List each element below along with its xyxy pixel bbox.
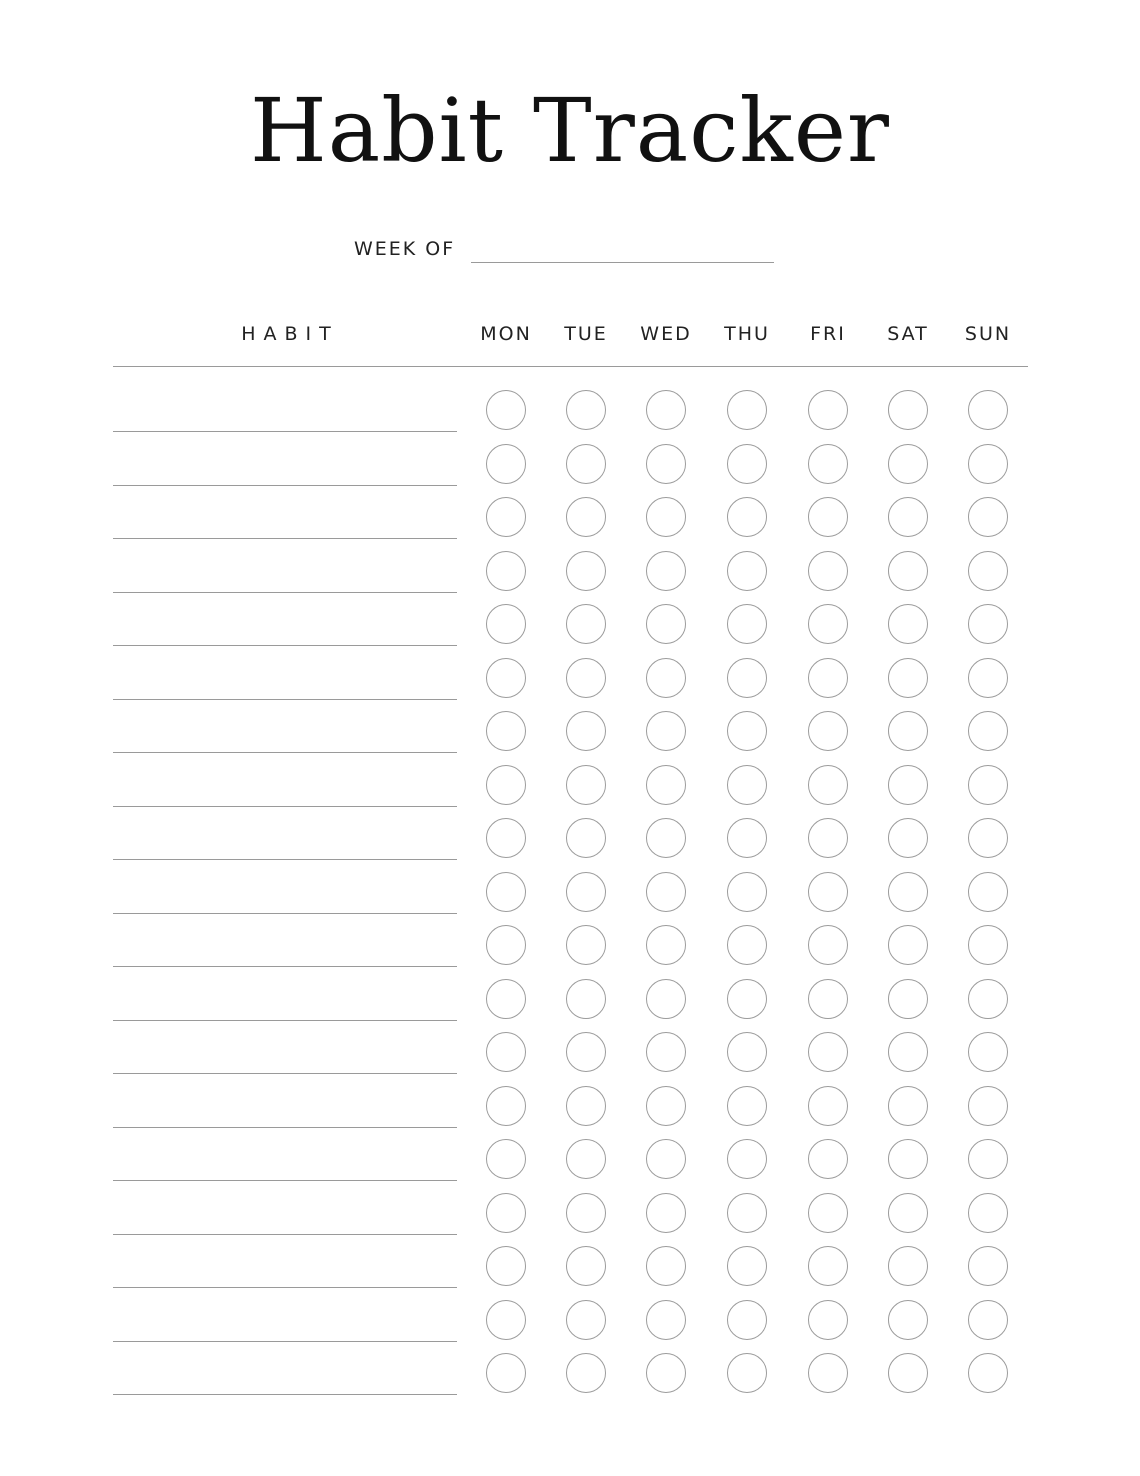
habit-name-field[interactable] xyxy=(113,1073,457,1074)
habit-name-field[interactable] xyxy=(113,645,457,646)
habit-name-field[interactable] xyxy=(113,1287,457,1288)
checkbox-fri[interactable] xyxy=(808,604,848,644)
checkbox-fri[interactable] xyxy=(808,1246,848,1286)
habit-name-field[interactable] xyxy=(113,1394,457,1395)
checkbox-tue[interactable] xyxy=(566,551,606,591)
checkbox-thu[interactable] xyxy=(727,1139,767,1179)
checkbox-tue[interactable] xyxy=(566,872,606,912)
checkbox-mon[interactable] xyxy=(486,1246,526,1286)
checkbox-sun[interactable] xyxy=(968,711,1008,751)
checkbox-sat[interactable] xyxy=(888,1086,928,1126)
checkbox-fri[interactable] xyxy=(808,551,848,591)
day-header-tue: TUE xyxy=(564,323,608,345)
checkbox-thu[interactable] xyxy=(727,765,767,805)
checkbox-wed[interactable] xyxy=(646,925,686,965)
day-header-thu: THU xyxy=(724,323,770,345)
checkbox-fri[interactable] xyxy=(808,1353,848,1393)
checkbox-wed[interactable] xyxy=(646,711,686,751)
checkbox-sun[interactable] xyxy=(968,818,1008,858)
checkbox-sat[interactable] xyxy=(888,444,928,484)
checkbox-sat[interactable] xyxy=(888,551,928,591)
checkbox-sat[interactable] xyxy=(888,658,928,698)
habit-name-field[interactable] xyxy=(113,1180,457,1181)
habit-name-field[interactable] xyxy=(113,806,457,807)
checkbox-tue[interactable] xyxy=(566,818,606,858)
checkbox-thu[interactable] xyxy=(727,1300,767,1340)
day-header-mon: MON xyxy=(480,323,532,345)
checkbox-tue[interactable] xyxy=(566,604,606,644)
habit-name-field[interactable] xyxy=(113,859,457,860)
checkbox-mon[interactable] xyxy=(486,765,526,805)
checkbox-thu[interactable] xyxy=(727,711,767,751)
checkbox-sun[interactable] xyxy=(968,1353,1008,1393)
checkbox-mon[interactable] xyxy=(486,390,526,430)
checkbox-tue[interactable] xyxy=(566,1032,606,1072)
checkbox-thu[interactable] xyxy=(727,658,767,698)
page-title: Habit Tracker xyxy=(250,79,890,182)
checkbox-sun[interactable] xyxy=(968,551,1008,591)
checkbox-mon[interactable] xyxy=(486,497,526,537)
checkbox-sun[interactable] xyxy=(968,1193,1008,1233)
checkbox-sat[interactable] xyxy=(888,604,928,644)
checkbox-wed[interactable] xyxy=(646,1300,686,1340)
checkbox-sat[interactable] xyxy=(888,818,928,858)
checkbox-fri[interactable] xyxy=(808,711,848,751)
checkbox-fri[interactable] xyxy=(808,818,848,858)
habit-name-field[interactable] xyxy=(113,485,457,486)
checkbox-thu[interactable] xyxy=(727,551,767,591)
checkbox-mon[interactable] xyxy=(486,1032,526,1072)
checkbox-tue[interactable] xyxy=(566,1300,606,1340)
habit-name-field[interactable] xyxy=(113,1020,457,1021)
checkbox-mon[interactable] xyxy=(486,1193,526,1233)
checkbox-fri[interactable] xyxy=(808,444,848,484)
checkbox-thu[interactable] xyxy=(727,444,767,484)
habit-name-field[interactable] xyxy=(113,1234,457,1235)
checkbox-sun[interactable] xyxy=(968,872,1008,912)
habit-name-field[interactable] xyxy=(113,1127,457,1128)
checkbox-fri[interactable] xyxy=(808,1139,848,1179)
week-of-field[interactable] xyxy=(471,262,774,263)
checkbox-wed[interactable] xyxy=(646,658,686,698)
checkbox-thu[interactable] xyxy=(727,925,767,965)
checkbox-wed[interactable] xyxy=(646,1193,686,1233)
checkbox-tue[interactable] xyxy=(566,1193,606,1233)
checkbox-mon[interactable] xyxy=(486,818,526,858)
checkbox-mon[interactable] xyxy=(486,711,526,751)
checkbox-sun[interactable] xyxy=(968,497,1008,537)
week-of-label: WEEK OF xyxy=(354,238,456,260)
checkbox-sat[interactable] xyxy=(888,1353,928,1393)
checkbox-sun[interactable] xyxy=(968,1139,1008,1179)
day-header-sat: SAT xyxy=(887,323,929,345)
checkbox-mon[interactable] xyxy=(486,925,526,965)
checkbox-tue[interactable] xyxy=(566,497,606,537)
habit-name-field[interactable] xyxy=(113,1341,457,1342)
checkbox-tue[interactable] xyxy=(566,1086,606,1126)
checkbox-sat[interactable] xyxy=(888,765,928,805)
day-header-fri: FRI xyxy=(810,323,846,345)
checkbox-sun[interactable] xyxy=(968,925,1008,965)
checkbox-fri[interactable] xyxy=(808,979,848,1019)
checkbox-fri[interactable] xyxy=(808,872,848,912)
checkbox-sun[interactable] xyxy=(968,1086,1008,1126)
checkbox-wed[interactable] xyxy=(646,390,686,430)
checkbox-wed[interactable] xyxy=(646,444,686,484)
checkbox-thu[interactable] xyxy=(727,1032,767,1072)
checkbox-thu[interactable] xyxy=(727,497,767,537)
habit-column-header: HABIT xyxy=(241,323,339,345)
checkbox-tue[interactable] xyxy=(566,390,606,430)
checkbox-fri[interactable] xyxy=(808,925,848,965)
checkbox-tue[interactable] xyxy=(566,711,606,751)
checkbox-mon[interactable] xyxy=(486,1300,526,1340)
checkbox-sat[interactable] xyxy=(888,872,928,912)
checkbox-wed[interactable] xyxy=(646,872,686,912)
checkbox-sun[interactable] xyxy=(968,444,1008,484)
day-header-wed: WED xyxy=(640,323,692,345)
checkbox-thu[interactable] xyxy=(727,1353,767,1393)
habit-name-field[interactable] xyxy=(113,538,457,539)
checkbox-thu[interactable] xyxy=(727,604,767,644)
habit-name-field[interactable] xyxy=(113,431,457,432)
checkbox-fri[interactable] xyxy=(808,658,848,698)
checkbox-sat[interactable] xyxy=(888,1300,928,1340)
checkbox-tue[interactable] xyxy=(566,765,606,805)
checkbox-wed[interactable] xyxy=(646,604,686,644)
checkbox-tue[interactable] xyxy=(566,1353,606,1393)
checkbox-wed[interactable] xyxy=(646,1086,686,1126)
header-divider xyxy=(113,366,1028,367)
checkbox-tue[interactable] xyxy=(566,925,606,965)
checkbox-tue[interactable] xyxy=(566,1139,606,1179)
checkbox-thu[interactable] xyxy=(727,979,767,1019)
checkbox-sun[interactable] xyxy=(968,1032,1008,1072)
checkbox-thu[interactable] xyxy=(727,390,767,430)
checkbox-wed[interactable] xyxy=(646,551,686,591)
checkbox-mon[interactable] xyxy=(486,551,526,591)
checkbox-sat[interactable] xyxy=(888,711,928,751)
checkbox-mon[interactable] xyxy=(486,1086,526,1126)
checkbox-sat[interactable] xyxy=(888,925,928,965)
checkbox-wed[interactable] xyxy=(646,1032,686,1072)
checkbox-tue[interactable] xyxy=(566,658,606,698)
checkbox-sun[interactable] xyxy=(968,1300,1008,1340)
checkbox-fri[interactable] xyxy=(808,1300,848,1340)
checkbox-thu[interactable] xyxy=(727,1086,767,1126)
checkbox-fri[interactable] xyxy=(808,1086,848,1126)
checkbox-sat[interactable] xyxy=(888,497,928,537)
checkbox-sun[interactable] xyxy=(968,1246,1008,1286)
habit-name-field[interactable] xyxy=(113,966,457,967)
checkbox-mon[interactable] xyxy=(486,1353,526,1393)
checkbox-thu[interactable] xyxy=(727,1246,767,1286)
checkbox-tue[interactable] xyxy=(566,444,606,484)
checkbox-fri[interactable] xyxy=(808,1193,848,1233)
checkbox-sat[interactable] xyxy=(888,1193,928,1233)
habit-name-field[interactable] xyxy=(113,913,457,914)
day-header-sun: SUN xyxy=(964,323,1012,345)
checkbox-sat[interactable] xyxy=(888,1139,928,1179)
checkbox-fri[interactable] xyxy=(808,1032,848,1072)
checkbox-wed[interactable] xyxy=(646,1353,686,1393)
checkbox-mon[interactable] xyxy=(486,604,526,644)
checkbox-sun[interactable] xyxy=(968,604,1008,644)
checkbox-mon[interactable] xyxy=(486,872,526,912)
checkbox-fri[interactable] xyxy=(808,390,848,430)
checkbox-tue[interactable] xyxy=(566,979,606,1019)
checkbox-fri[interactable] xyxy=(808,765,848,805)
checkbox-thu[interactable] xyxy=(727,872,767,912)
checkbox-mon[interactable] xyxy=(486,658,526,698)
checkbox-wed[interactable] xyxy=(646,1246,686,1286)
checkbox-fri[interactable] xyxy=(808,497,848,537)
checkbox-sun[interactable] xyxy=(968,765,1008,805)
checkbox-thu[interactable] xyxy=(727,1193,767,1233)
checkbox-sun[interactable] xyxy=(968,658,1008,698)
checkbox-sat[interactable] xyxy=(888,1032,928,1072)
habit-name-field[interactable] xyxy=(113,592,457,593)
checkbox-wed[interactable] xyxy=(646,979,686,1019)
checkbox-mon[interactable] xyxy=(486,444,526,484)
checkbox-thu[interactable] xyxy=(727,818,767,858)
checkbox-wed[interactable] xyxy=(646,818,686,858)
checkbox-wed[interactable] xyxy=(646,1139,686,1179)
checkbox-mon[interactable] xyxy=(486,1139,526,1179)
checkbox-sun[interactable] xyxy=(968,979,1008,1019)
checkbox-wed[interactable] xyxy=(646,497,686,537)
checkbox-sat[interactable] xyxy=(888,390,928,430)
habit-name-field[interactable] xyxy=(113,752,457,753)
checkbox-sat[interactable] xyxy=(888,1246,928,1286)
checkbox-wed[interactable] xyxy=(646,765,686,805)
checkbox-sun[interactable] xyxy=(968,390,1008,430)
checkbox-tue[interactable] xyxy=(566,1246,606,1286)
habit-name-field[interactable] xyxy=(113,699,457,700)
checkbox-mon[interactable] xyxy=(486,979,526,1019)
checkbox-sat[interactable] xyxy=(888,979,928,1019)
